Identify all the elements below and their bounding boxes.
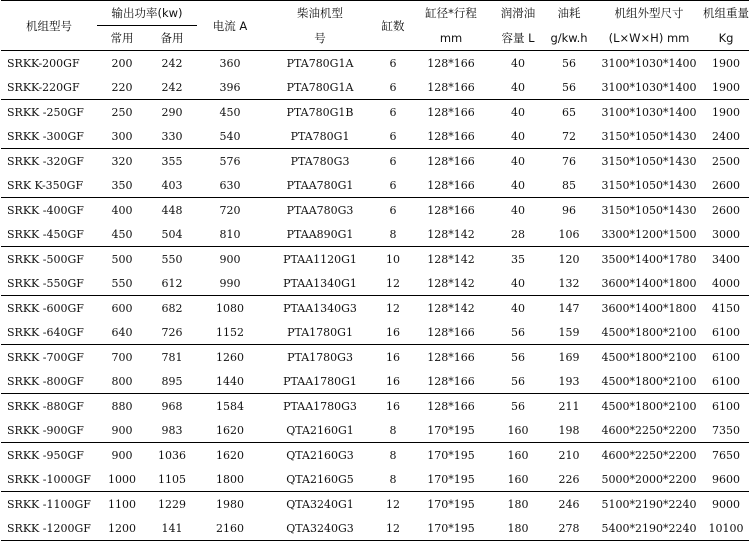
- cell-bore-stroke: 170*195: [427, 497, 475, 511]
- cell-engine-model: PTAA1340G3: [283, 301, 357, 315]
- cell-weight: 6100: [703, 369, 749, 394]
- header-weight-top: 机组重量: [703, 1, 749, 26]
- cell-power-common: 880: [111, 399, 133, 413]
- cell-current: 1260: [216, 350, 245, 364]
- cell-engine-model: PTA780G1A: [263, 75, 377, 100]
- header-row-top: [1, 1, 749, 26]
- header-fuel-top: 油耗: [543, 1, 595, 26]
- cell-bore-stroke: 128*166: [427, 399, 475, 413]
- cell-power-standby: 242: [161, 56, 183, 70]
- cell-weight: 6100: [703, 320, 749, 345]
- cell-power-standby: 1105: [147, 467, 197, 492]
- header-bore-top: 缸径*行程: [409, 1, 493, 26]
- cell-dimensions: 3100*1030*1400: [601, 56, 697, 70]
- cell-power-standby: 504: [147, 222, 197, 247]
- cell-fuel-consumption: 72: [543, 124, 595, 149]
- cell-dimensions: 3500*1400*1780: [601, 252, 697, 266]
- cell-bore-stroke: 128*166: [427, 56, 475, 70]
- table-row: [1, 198, 749, 223]
- header-power: 输出功率(kw): [97, 1, 197, 26]
- cell-weight: 2400: [703, 124, 749, 149]
- cell-oil-capacity: 56: [493, 320, 543, 345]
- cell-power-common: 400: [111, 203, 133, 217]
- cell-model: SRKK -1200GF: [1, 516, 97, 541]
- cell-model: SRKK-200GF: [7, 56, 80, 70]
- cell-oil-capacity: 180: [507, 497, 529, 511]
- cell-power-common: 320: [111, 154, 133, 168]
- cell-power-common: 250: [111, 105, 133, 119]
- cell-engine-model: PTAA1340G1: [263, 271, 377, 296]
- cell-oil-capacity: 28: [493, 222, 543, 247]
- cell-power-standby: 403: [147, 173, 197, 198]
- cell-engine-model: PTA1780G1: [263, 320, 377, 345]
- cell-engine-model: PTA780G1: [263, 124, 377, 149]
- table-row: [1, 222, 749, 247]
- cell-dimensions: 3150*1050*1430: [601, 154, 697, 168]
- cell-dimensions: 4600*2250*2200: [595, 418, 703, 443]
- cell-oil-capacity: 160: [507, 448, 529, 462]
- table-row: [1, 369, 749, 394]
- cell-weight: 1900: [703, 75, 749, 100]
- cell-cylinders: 6: [377, 75, 409, 100]
- cell-oil-capacity: 56: [493, 369, 543, 394]
- cell-power-common: 1200: [97, 516, 147, 541]
- header-power-common: 常用: [97, 26, 147, 51]
- cell-fuel-consumption: 226: [543, 467, 595, 492]
- cell-weight: 6100: [712, 399, 741, 413]
- cell-bore-stroke: 128*166: [409, 124, 493, 149]
- cell-power-common: 350: [97, 173, 147, 198]
- cell-fuel-consumption: 211: [558, 399, 580, 413]
- cell-dimensions: 4500*1800*2100: [595, 320, 703, 345]
- cell-model: SRKK -320GF: [7, 154, 84, 168]
- cell-weight: 2600: [712, 203, 741, 217]
- cell-weight: 9600: [703, 467, 749, 492]
- cell-oil-capacity: 160: [493, 467, 543, 492]
- header-oil-bottom: 容量 L: [493, 26, 543, 51]
- cell-oil-capacity: 160: [493, 418, 543, 443]
- cell-current: 630: [197, 173, 263, 198]
- cell-dimensions: 3150*1050*1430: [595, 173, 703, 198]
- table-header: [1, 1, 749, 51]
- cell-current: 1800: [197, 467, 263, 492]
- cell-fuel-consumption: 198: [543, 418, 595, 443]
- cell-cylinders: 8: [389, 448, 397, 462]
- cell-engine-model: PTA780G1B: [286, 105, 354, 119]
- cell-cylinders: 12: [386, 301, 401, 315]
- header-oil-top: 润滑油: [493, 1, 543, 26]
- cell-engine-model: PTAA780G1: [263, 173, 377, 198]
- cell-bore-stroke: 128*166: [427, 154, 475, 168]
- cell-power-common: 300: [97, 124, 147, 149]
- cell-dimensions: 5100*2190*2240: [601, 497, 697, 511]
- cell-bore-stroke: 128*166: [409, 173, 493, 198]
- cell-dimensions: 3150*1050*1430: [601, 203, 697, 217]
- cell-oil-capacity: 180: [493, 516, 543, 541]
- table-row: [1, 516, 749, 541]
- table-row: [1, 51, 749, 76]
- cell-oil-capacity: 56: [511, 350, 526, 364]
- cell-model: SRKK-220GF: [1, 75, 97, 100]
- cell-engine-model: PTA1780G3: [287, 350, 353, 364]
- header-row-bottom: [1, 26, 749, 51]
- cell-weight: 3400: [712, 252, 741, 266]
- cell-power-standby: 330: [147, 124, 197, 149]
- cell-cylinders: 6: [389, 203, 397, 217]
- cell-dimensions: 4600*2250*2200: [601, 448, 697, 462]
- header-engine-top: 柴油机型: [263, 1, 377, 26]
- cell-cylinders: 6: [377, 173, 409, 198]
- cell-current: 396: [197, 75, 263, 100]
- cell-bore-stroke: 128*142: [427, 252, 475, 266]
- cell-weight: 1900: [712, 105, 741, 119]
- cell-power-common: 550: [97, 271, 147, 296]
- cell-power-common: 900: [97, 418, 147, 443]
- cell-engine-model: PTA780G1A: [286, 56, 354, 70]
- cell-model: SRKK -950GF: [7, 448, 84, 462]
- cell-current: 540: [197, 124, 263, 149]
- cell-cylinders: 16: [377, 369, 409, 394]
- cell-power-common: 700: [111, 350, 133, 364]
- cell-power-standby: 242: [147, 75, 197, 100]
- cell-fuel-consumption: 65: [562, 105, 577, 119]
- cell-power-standby: 781: [161, 350, 183, 364]
- table-row: [1, 345, 749, 370]
- cell-oil-capacity: 40: [511, 301, 526, 315]
- cell-weight: 9000: [712, 497, 741, 511]
- cell-current: 1584: [216, 399, 245, 413]
- cell-power-standby: 290: [161, 105, 183, 119]
- cell-engine-model: QTA2160G1: [263, 418, 377, 443]
- cell-power-common: 600: [111, 301, 133, 315]
- cell-cylinders: 16: [386, 399, 401, 413]
- cell-current: 990: [197, 271, 263, 296]
- cell-power-standby: 968: [161, 399, 183, 413]
- cell-dimensions: 3300*1200*1500: [595, 222, 703, 247]
- cell-oil-capacity: 40: [493, 271, 543, 296]
- cell-engine-model: QTA3240G1: [286, 497, 354, 511]
- cell-fuel-consumption: 147: [558, 301, 580, 315]
- cell-current: 1620: [216, 448, 245, 462]
- cell-fuel-consumption: 56: [562, 56, 577, 70]
- cell-power-common: 1000: [97, 467, 147, 492]
- cell-dimensions: 4500*1800*2100: [595, 369, 703, 394]
- cell-dimensions: 3100*1030*1400: [601, 105, 697, 119]
- header-weight-bottom: Kg: [703, 26, 749, 51]
- table-row: [1, 100, 749, 125]
- cell-cylinders: 8: [377, 467, 409, 492]
- generator-spec-table: [1, 0, 749, 541]
- cell-cylinders: 12: [386, 497, 401, 511]
- table-row: [1, 75, 749, 100]
- cell-power-standby: 612: [147, 271, 197, 296]
- cell-model: SRKK -400GF: [7, 203, 84, 217]
- header-engine-bottom: 号: [263, 26, 377, 51]
- table-body: [1, 51, 749, 541]
- cell-cylinders: 16: [377, 320, 409, 345]
- header-power-standby: 备用: [147, 26, 197, 51]
- cell-power-common: 220: [97, 75, 147, 100]
- header-fuel-bottom: g/kw.h: [543, 26, 595, 51]
- cell-fuel-consumption: 96: [562, 203, 577, 217]
- cell-engine-model: QTA3240G3: [263, 516, 377, 541]
- cell-power-standby: 550: [161, 252, 183, 266]
- cell-model: SRKK -300GF: [1, 124, 97, 149]
- cell-current: 2160: [197, 516, 263, 541]
- cell-bore-stroke: 128*142: [409, 222, 493, 247]
- cell-fuel-consumption: 85: [543, 173, 595, 198]
- cell-cylinders: 6: [389, 105, 397, 119]
- cell-weight: 4000: [703, 271, 749, 296]
- cell-model: SRKK -600GF: [7, 301, 84, 315]
- cell-power-common: 450: [97, 222, 147, 247]
- cell-bore-stroke: 170*195: [409, 418, 493, 443]
- cell-model: SRK K-350GF: [1, 173, 97, 198]
- table-row: [1, 247, 749, 272]
- cell-oil-capacity: 40: [511, 203, 526, 217]
- header-model: 机组型号: [1, 1, 97, 51]
- table-row: [1, 271, 749, 296]
- table-row: [1, 320, 749, 345]
- cell-power-standby: 726: [147, 320, 197, 345]
- cell-current: 1980: [216, 497, 245, 511]
- table-row: [1, 124, 749, 149]
- cell-power-standby: 895: [147, 369, 197, 394]
- cell-oil-capacity: 40: [493, 75, 543, 100]
- table-row: [1, 492, 749, 517]
- cell-model: SRKK -900GF: [1, 418, 97, 443]
- cell-power-common: 1100: [108, 497, 136, 511]
- header-dims-bottom: (L×W×H) mm: [595, 26, 703, 51]
- cell-power-common: 640: [97, 320, 147, 345]
- table-row: [1, 394, 749, 419]
- table-row: [1, 173, 749, 198]
- cell-cylinders: 6: [389, 56, 397, 70]
- cell-current: 1152: [197, 320, 263, 345]
- cell-dimensions: 3150*1050*1430: [595, 124, 703, 149]
- cell-engine-model: PTA780G3: [290, 154, 350, 168]
- cell-dimensions: 4500*1800*2100: [601, 399, 697, 413]
- cell-cylinders: 8: [377, 418, 409, 443]
- cell-model: SRKK -550GF: [1, 271, 97, 296]
- table-row: [1, 418, 749, 443]
- cell-weight: 2500: [712, 154, 741, 168]
- cell-dimensions: 5000*2000*2200: [595, 467, 703, 492]
- cell-fuel-consumption: 210: [558, 448, 580, 462]
- cell-weight: 4150: [712, 301, 741, 315]
- cell-bore-stroke: 170*195: [409, 467, 493, 492]
- table-row: [1, 149, 749, 174]
- cell-bore-stroke: 128*166: [409, 75, 493, 100]
- cell-oil-capacity: 40: [511, 56, 526, 70]
- header-dims-top: 机组外型尺寸: [595, 1, 703, 26]
- cell-power-standby: 682: [161, 301, 183, 315]
- cell-current: 1620: [197, 418, 263, 443]
- cell-fuel-consumption: 278: [543, 516, 595, 541]
- cell-dimensions: 4500*1800*2100: [601, 350, 697, 364]
- cell-bore-stroke: 128*142: [427, 301, 475, 315]
- cell-fuel-consumption: 159: [543, 320, 595, 345]
- cell-power-common: 500: [111, 252, 133, 266]
- cell-power-common: 200: [111, 56, 133, 70]
- cell-dimensions: 5400*2190*2240: [595, 516, 703, 541]
- cell-fuel-consumption: 169: [558, 350, 580, 364]
- cell-cylinders: 6: [389, 154, 397, 168]
- cell-fuel-consumption: 246: [558, 497, 580, 511]
- cell-model: SRKK -880GF: [7, 399, 84, 413]
- cell-current: 810: [197, 222, 263, 247]
- cell-weight: 6100: [712, 350, 741, 364]
- cell-bore-stroke: 128*166: [427, 105, 475, 119]
- cell-model: SRKK -450GF: [1, 222, 97, 247]
- cell-model: SRKK -700GF: [7, 350, 84, 364]
- cell-current: 720: [219, 203, 241, 217]
- cell-current: 1440: [197, 369, 263, 394]
- cell-current: 450: [219, 105, 241, 119]
- cell-dimensions: 3100*1030*1400: [595, 75, 703, 100]
- cell-engine-model: PTAA1780G1: [263, 369, 377, 394]
- cell-model: SRKK -640GF: [1, 320, 97, 345]
- cell-cylinders: 8: [377, 222, 409, 247]
- cell-bore-stroke: 128*166: [409, 369, 493, 394]
- cell-weight: 2600: [703, 173, 749, 198]
- cell-model: SRKK -250GF: [7, 105, 84, 119]
- cell-weight: 1900: [712, 56, 741, 70]
- header-bore-bottom: mm: [409, 26, 493, 51]
- cell-bore-stroke: 170*195: [409, 516, 493, 541]
- cell-fuel-consumption: 120: [558, 252, 580, 266]
- cell-engine-model: PTAA780G3: [286, 203, 354, 217]
- cell-power-common: 800: [97, 369, 147, 394]
- cell-power-common: 900: [111, 448, 133, 462]
- table-row: [1, 443, 749, 468]
- cell-dimensions: 3600*1400*1800: [595, 271, 703, 296]
- cell-cylinders: 16: [386, 350, 401, 364]
- table-row: [1, 467, 749, 492]
- cell-power-standby: 448: [161, 203, 183, 217]
- cell-fuel-consumption: 106: [543, 222, 595, 247]
- cell-engine-model: PTAA1120G1: [283, 252, 357, 266]
- cell-cylinders: 10: [386, 252, 401, 266]
- cell-current: 900: [219, 252, 241, 266]
- cell-current: 576: [219, 154, 241, 168]
- cell-model: SRKK -500GF: [7, 252, 84, 266]
- cell-dimensions: 3600*1400*1800: [601, 301, 697, 315]
- cell-engine-model: PTAA890G1: [263, 222, 377, 247]
- cell-engine-model: QTA2160G3: [286, 448, 354, 462]
- cell-fuel-consumption: 193: [543, 369, 595, 394]
- cell-model: SRKK -1100GF: [7, 497, 91, 511]
- cell-current: 1080: [216, 301, 245, 315]
- cell-power-standby: 355: [161, 154, 183, 168]
- cell-engine-model: QTA2160G5: [263, 467, 377, 492]
- cell-weight: 10100: [703, 516, 749, 541]
- cell-power-standby: 1036: [158, 448, 186, 462]
- cell-oil-capacity: 35: [511, 252, 526, 266]
- cell-weight: 3000: [703, 222, 749, 247]
- cell-oil-capacity: 40: [511, 105, 526, 119]
- cell-oil-capacity: 40: [493, 124, 543, 149]
- cell-model: SRKK -1000GF: [1, 467, 97, 492]
- cell-cylinders: 12: [377, 271, 409, 296]
- cell-current: 360: [219, 56, 241, 70]
- cell-cylinders: 12: [377, 516, 409, 541]
- cell-weight: 7350: [703, 418, 749, 443]
- cell-bore-stroke: 128*166: [427, 350, 475, 364]
- cell-power-standby: 141: [147, 516, 197, 541]
- header-cylinders: 缸数: [377, 1, 409, 51]
- cell-fuel-consumption: 76: [562, 154, 577, 168]
- cell-weight: 7650: [712, 448, 741, 462]
- cell-cylinders: 6: [377, 124, 409, 149]
- cell-bore-stroke: 128*166: [427, 203, 475, 217]
- header-current: 电流 A: [197, 1, 263, 51]
- cell-bore-stroke: 128*166: [409, 320, 493, 345]
- cell-model: SRKK -800GF: [1, 369, 97, 394]
- cell-fuel-consumption: 56: [543, 75, 595, 100]
- cell-oil-capacity: 40: [511, 154, 526, 168]
- cell-fuel-consumption: 132: [543, 271, 595, 296]
- cell-power-standby: 1229: [158, 497, 186, 511]
- cell-oil-capacity: 56: [511, 399, 526, 413]
- cell-power-standby: 983: [147, 418, 197, 443]
- cell-oil-capacity: 40: [493, 173, 543, 198]
- table-row: [1, 296, 749, 321]
- cell-bore-stroke: 128*142: [409, 271, 493, 296]
- cell-engine-model: PTAA1780G3: [283, 399, 357, 413]
- cell-bore-stroke: 170*195: [427, 448, 475, 462]
